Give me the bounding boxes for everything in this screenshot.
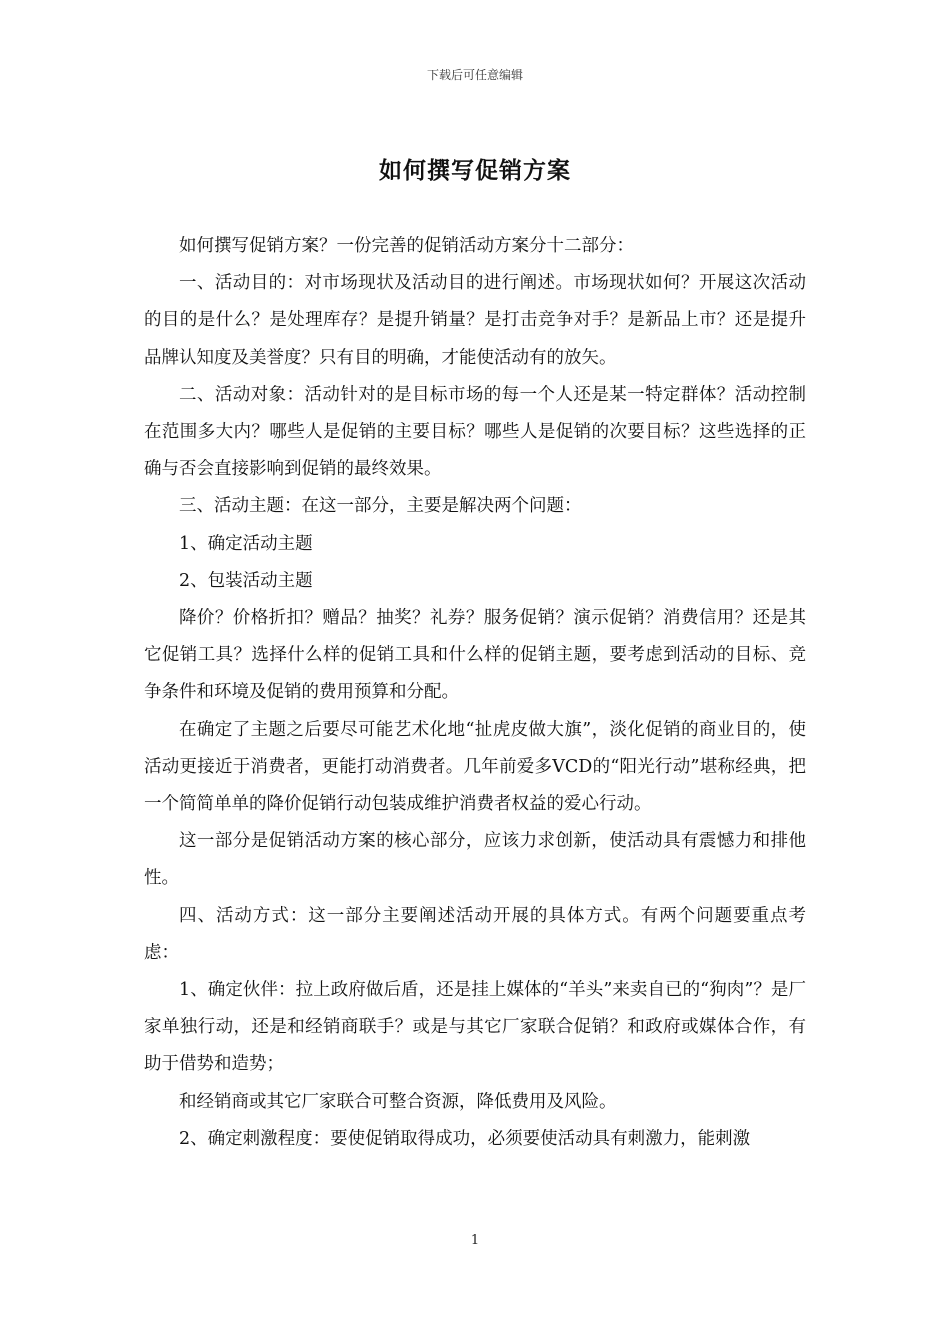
paragraph: 1、确定活动主题 <box>179 533 313 554</box>
paragraph: 在确定了主题之后要尽可能艺术化地“扯虎皮做大旗”，淡化促销的商业目的，使活动更接近于消费者，更能打动消费者。几年前爱多VCD的“阳光行动”堪称经典，把一个简简单单的降价促销行动包装成维护消费者权益的爱心行动。 <box>144 719 806 815</box>
header-note: 下载后可任意编辑 <box>426 68 523 82</box>
paragraph: 1、确定伙伴：拉上政府做后盾，还是挂上媒体的“羊头”来卖自已的“狗肉”？是厂家单独行动，还是和经销商联手？或是与其它厂家联合促销？和政府或媒体合作，有助于借势和造势； <box>144 980 806 1075</box>
paragraph: 如何撰写促销方案？一份完善的促销活动方案分十二部分： <box>179 236 634 256</box>
paragraph: 四、活动方式：这一部分主要阐述活动开展的具体方式。有两个问题要重点考虑： <box>144 905 806 963</box>
paragraph: 三、活动主题：在这一部分，主要是解决两个问题： <box>179 496 582 517</box>
paragraph: 这一部分是促销活动方案的核心部分，应该力求创新，使活动具有震憾力和排他性。 <box>144 831 806 889</box>
paragraph: 降价？价格折扣？赠品？抽奖？礼券？服务促销？演示促销？消费信用？还是其它促销工具？选择什么样的促销工具和什么样的促销主题，要考虑到活动的目标、竞争条件和环境及促销的费用预算和分配。 <box>144 608 806 703</box>
paragraph: 2、包装活动主题 <box>179 570 313 591</box>
page-number: 1 <box>470 1233 480 1248</box>
paragraph: 二、活动对象：活动针对的是目标市场的每一个人还是某一特定群体？活动控制在范围多大内？哪些人是促销的主要目标？哪些人是促销的次要目标？这些选择的正确与否会直接影响到促销的最终效果。 <box>144 384 806 480</box>
document-title: 如何撰写促销方案 <box>379 158 571 184</box>
paragraph: 一、活动目的：对市场现状及活动目的进行阐述。市场现状如何？开展这次活动的目的是什么？是处理库存？是提升销量？是打击竞争对手？是新品上市？还是提升品牌认知度及美誉度？只有目的明确，才能使活动有的放矢。 <box>144 273 806 368</box>
paragraph: 和经销商或其它厂家联合可整合资源，降低费用及风险。 <box>179 1091 617 1112</box>
paragraph: 2、确定刺激程度：要使促销取得成功，必须要使活动具有刺激力，能刺激 <box>179 1128 751 1149</box>
document-body <box>144 228 806 1158</box>
